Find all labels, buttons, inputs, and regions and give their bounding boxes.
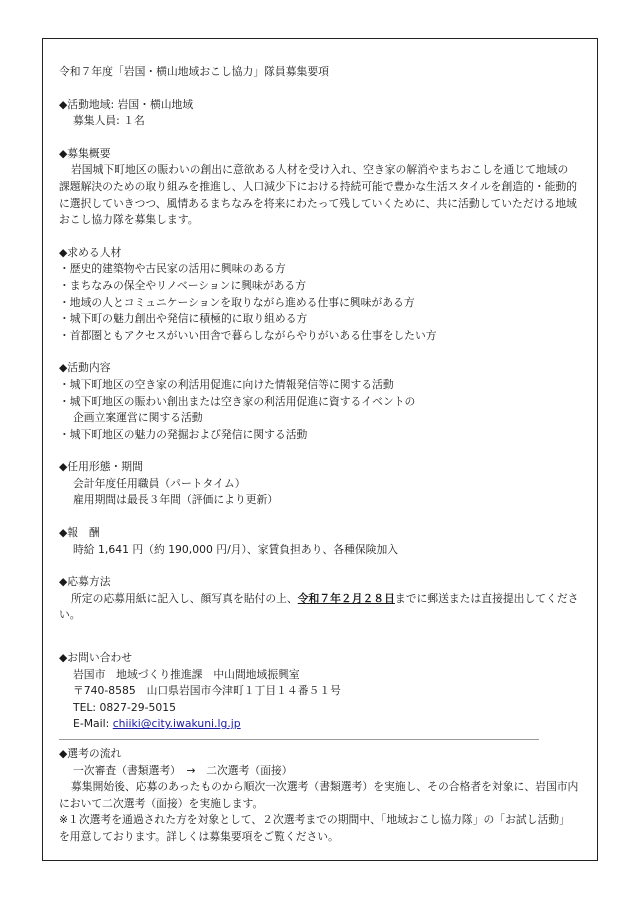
- employment-heading: ◆任用形態・期間: [59, 460, 143, 474]
- employment-type: 会計年度任用職員（パートタイム）: [73, 476, 246, 490]
- activity-item: ・城下町地区の賑わい創出または空き家の利活用促進に資するイベントの: [59, 394, 416, 408]
- selection-note: ※１次選考を通過された方を対象として、２次選考までの期間中、「地域おこし協力隊」の「お試し活動」を用意しております。詳しくは募集要項をご覧ください。: [59, 813, 570, 843]
- document-body: [59, 64, 579, 846]
- activity-item: ・城下町地区の魅力の発掘および発信に関する活動: [59, 427, 308, 441]
- document-frame: [42, 38, 598, 861]
- persons-item: ・地域の人とコミュニケーションを取りながら進める仕事に興味がある方: [59, 295, 415, 309]
- selection-body: 募集開始後、応募のあったものから順次一次選考（書類選考）を実施し、その合格者を対象に、岩国市内において二次選考（面接）を実施します。: [59, 780, 579, 810]
- section-apply: [59, 574, 579, 624]
- section-region: [59, 97, 579, 130]
- persons-item: ・まちなみの保全やリノベーションに興味がある方: [59, 278, 307, 292]
- contact-heading: ◆お問い合わせ: [59, 651, 133, 665]
- contact-tel: TEL: 0827-29-5015: [73, 700, 176, 714]
- section-overview: [59, 146, 579, 229]
- contact-address: 〒740-8585 山口県岩国市今津町１丁目１４番５１号: [73, 684, 341, 698]
- section-contact: [59, 650, 579, 740]
- persons-item: ・城下町の魅力創出や発信に積極的に取り組める方: [59, 312, 308, 326]
- contact-email-line: [59, 716, 579, 733]
- contact-email-label: E-Mail:: [73, 717, 113, 731]
- selection-heading: ◆選考の流れ: [59, 747, 122, 760]
- employment-period: 雇用期間は最長３年間（評価により更新）: [73, 493, 279, 507]
- contact-email-link[interactable]: chiiki@city.iwakuni.lg.jp: [112, 717, 241, 731]
- pay-body: 時給 1,641 円（約 190,000 円/月）、家賃負担あり、各種保険加入: [73, 542, 399, 556]
- section-employment: [59, 459, 579, 509]
- activities-heading: ◆活動内容: [59, 361, 111, 375]
- document-title: 令和７年度「岩国・横山地域おこし協力」隊員募集要項: [59, 65, 329, 78]
- section-selection: [59, 746, 579, 846]
- persons-item: ・首都圏ともアクセスがいい田舎で暮らしながらやりがいある仕事をしたい方: [59, 328, 437, 342]
- overview-body: 岩国城下町地区の賑わいの創出に意欲ある人材を受け入れ、空き家の解消やまちおこしを通じて地域の課題解決のための取り組みを推進し、人口減少下における持続可能で豊かな生活スタイルを創造的・能動的に選択していきつつ、風情あるまちなみを将来にわたって残していくために、共に活動していただける地域おこし協力隊を募集します。: [59, 163, 578, 227]
- apply-deadline: 令和７年２月２８日: [297, 591, 395, 605]
- pay-heading: ◆報 酬: [59, 526, 100, 540]
- apply-body: [59, 591, 579, 624]
- persons-heading: ◆求める人材: [59, 245, 122, 259]
- section-activities: [59, 360, 579, 443]
- recruit-count: 募集人員: １名: [73, 114, 145, 128]
- section-pay: [59, 525, 579, 558]
- contact-office: 岩国市 地域づくり推進課 中山間地域振興室: [73, 667, 300, 681]
- apply-text-after: までに郵送または直接提出してください。: [59, 591, 579, 622]
- overview-heading: ◆募集概要: [59, 146, 111, 160]
- activity-item-continued: 企画立案運営に関する活動: [73, 411, 203, 425]
- apply-text-before: 所定の応募用紙に記入し、顔写真を貼付の上、: [71, 591, 298, 605]
- section-persons: [59, 245, 579, 345]
- divider: [59, 739, 539, 740]
- activity-item: ・城下町地区の空き家の利活用促進に向けた情報発信等に関する活動: [59, 377, 394, 391]
- region-heading: ◆活動地域: 岩国・横山地域: [59, 97, 194, 111]
- apply-heading: ◆応募方法: [59, 575, 111, 589]
- persons-item: ・歴史的建築物や古民家の活用に興味のある方: [59, 262, 286, 276]
- selection-flow: 一次審査（書類選考） → 二次選考（面接）: [73, 763, 293, 777]
